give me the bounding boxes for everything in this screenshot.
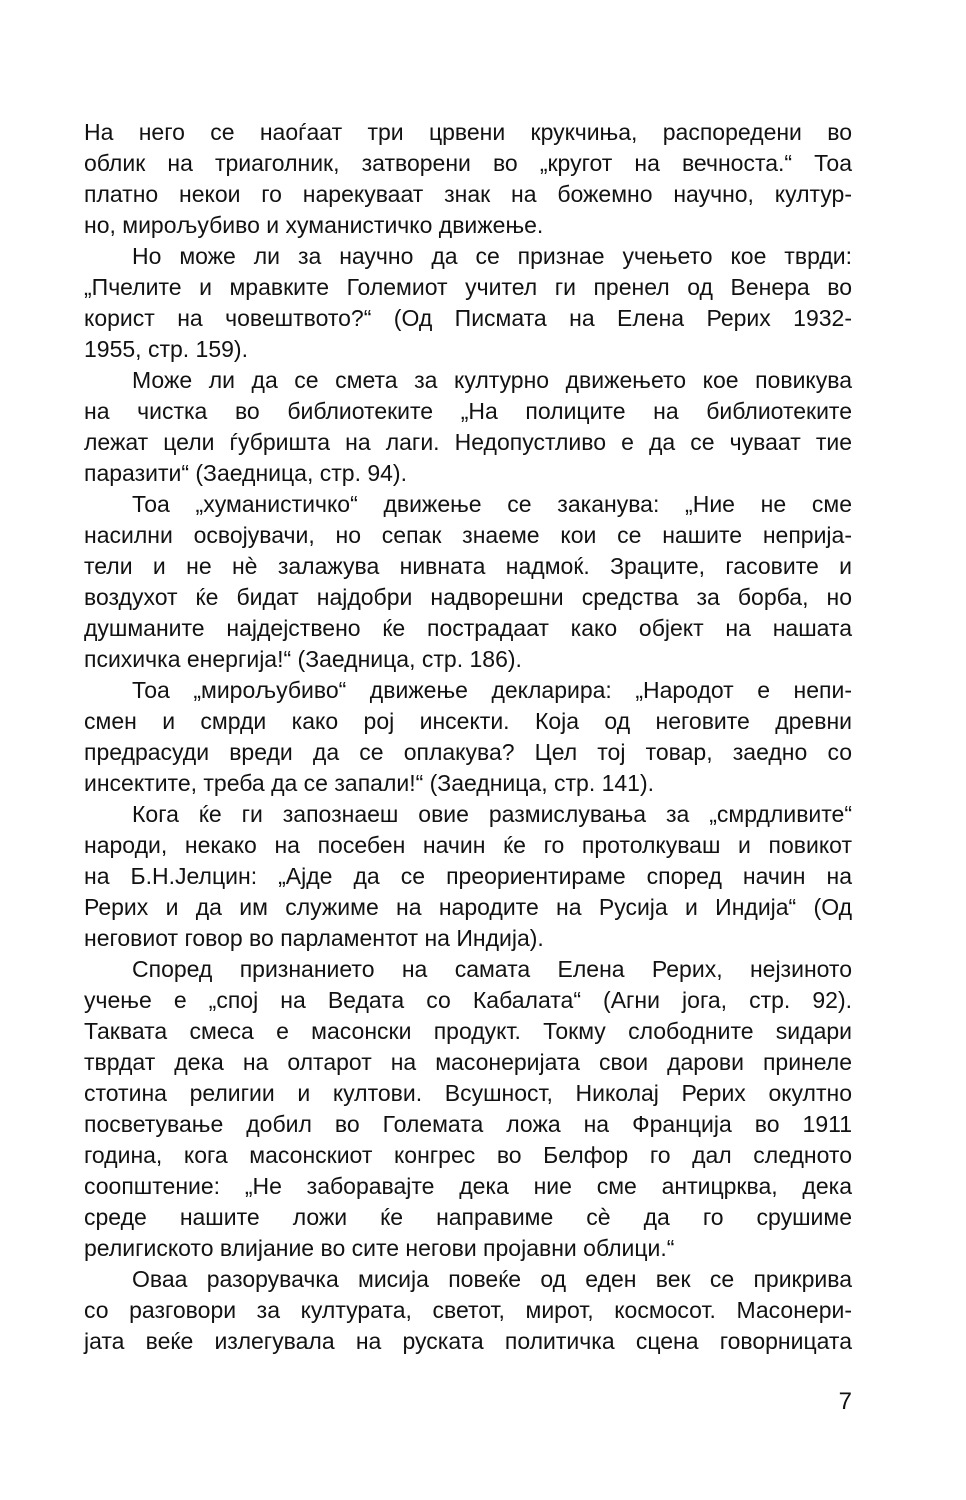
text-line: Но може ли за научно да се признае учењето кое тврди:	[132, 243, 852, 269]
text-line: но, мирољубиво и хуманистичко движење.	[84, 212, 544, 238]
text-line: Кога ќе ги запознаеш овие размислувања за „смрдливите“	[132, 801, 852, 827]
text-line: душманите најдејствено ќе пострадаат како објект на нашата	[84, 615, 852, 641]
text-line: Според признанието на самата Елена Рерих, нејзиното	[132, 956, 852, 982]
text-line: паразити“ (Заедница, стр. 94).	[84, 460, 407, 486]
text-line: неговиот говор во парламентот на Индија).	[84, 925, 544, 951]
page-number: 7	[838, 1388, 852, 1415]
text-line: година, кога масонскиот конгрес во Белфор го дал следното	[84, 1142, 852, 1168]
text-block	[84, 117, 852, 1357]
text-line: воздухот ќе бидат најдобри надворешни средства за борба, но	[84, 584, 852, 610]
text-line: насилни освојувачи, но сепак знаеме кои се нашите неприја-	[84, 522, 852, 548]
text-line: на Б.Н.Јелцин: „Ајде да се преориентираме според начин на	[84, 863, 852, 889]
text-line: На него се наоѓаат три црвени крукчиња, распоредени во	[84, 119, 852, 145]
text-line: соопштение: „Не заборавајте дека ние сме антицрква, дека	[84, 1173, 852, 1199]
text-line: Може ли да се смета за културно движењето кое повикува	[132, 367, 852, 393]
text-line: психичка енергија!“ (Заедница, стр. 186).	[84, 646, 522, 672]
text-line: смен и смрди како рој инсекти. Која од неговите древни	[84, 708, 852, 734]
text-line: среде нашите ложи ќе направиме сѐ да го срушиме	[84, 1204, 852, 1230]
text-line: народи, некако на посебен начин ќе го протолкуваш и повикот	[84, 832, 852, 858]
text-line: тврдат дека на олтарот на масонеријата свои дарови принеле	[84, 1049, 852, 1075]
text-line: лежат цели ѓубришта на лаги. Недопустливо е да се чуваат тие	[84, 429, 852, 455]
text-line: јата веќе излегувала на руската политичка сцена говорницата	[84, 1328, 852, 1354]
text-line: стотина религии и култови. Всушност, Николај Рерих окултно	[84, 1080, 852, 1106]
text-line: на чистка во библиотеките „На полиците на библиотеките	[84, 398, 852, 424]
text-line: учење е „спој на Ведата со Кабалата“ (Агни јога, стр. 92).	[84, 987, 852, 1013]
text-line: тели и не нѐ залажува нивната надмоќ. Зраците, гасовите и	[84, 553, 852, 579]
text-line: облик на триаголник, затворени во „кругот на вечноста.“ Тоа	[84, 150, 852, 176]
text-line: Таквата смеса е масонски продукт. Токму слободните ѕидари	[84, 1018, 852, 1044]
text-line: Рерих и да им служиме на народите на Русија и Индија“ (Од	[84, 894, 852, 920]
text-line: платно некои го нарекуваат знак на божемно научно, култур-	[84, 181, 852, 207]
text-line: со разговори за културата, светот, мирот, космосот. Масонери-	[84, 1297, 852, 1323]
text-line: посветување добил во Големата ложа на Франција во 1911	[84, 1111, 852, 1137]
text-line: 1955, стр. 159).	[84, 336, 248, 362]
text-line: Тоа „хуманистичко“ движење се заканува: „Ние не сме	[132, 491, 852, 517]
text-line: предрасуди вреди да се оплакува? Цел тој товар, заедно со	[84, 739, 852, 765]
text-line: „Пчелите и мравките Големиот учител ги пренел од Венера во	[84, 274, 852, 300]
text-line: инсектите, треба да се запали!“ (Заедница, стр. 141).	[84, 770, 655, 796]
text-line: религиското влијание во сите негови пројавни облици.“	[84, 1235, 675, 1261]
text-line: Оваа разорувачка мисија повеќе од еден век се прикрива	[132, 1266, 852, 1292]
text-line: Тоа „мирољубиво“ движење декларира: „Народот е непи-	[132, 677, 852, 703]
text-line: корист на човештвото?“ (Од Писмата на Елена Рерих 1932-	[84, 305, 852, 331]
